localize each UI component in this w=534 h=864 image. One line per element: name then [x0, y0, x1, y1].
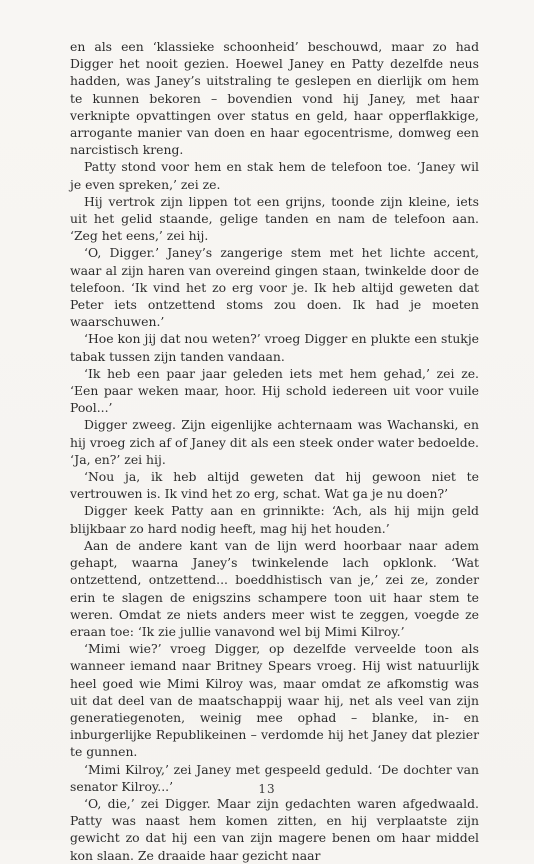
- paragraph: ‘O, die,’ zei Digger. Maar zijn gedachten waren afgedwaald. Patty was naast hem komen zitten, en hij verplaatste zijn gewicht zo dat hij een van zijn magere benen om haar middel kon slaan. Ze draaide haar gezicht naar: [70, 795, 479, 863]
- paragraph: Patty stond voor hem en stak hem de telefoon toe. ‘Janey wil je even spreken,’ zei ze.: [70, 159, 479, 192]
- paragraph: ‘Mimi Kilroy,’ zei Janey met gespeeld geduld. ‘De dochter van senator Kilroy...’: [70, 761, 479, 794]
- page-number: 13: [258, 782, 276, 796]
- paragraph: ‘Nou ja, ik heb altijd geweten dat hij gewoon niet te vertrouwen is. Ik vind het zo erg, schat. Wat ga je nu doen?’: [70, 469, 479, 502]
- paragraph: ‘O, Digger.’ Janey’s zangerige stem met het lichte accent, waar al zijn haren van overeind gingen staan, twinkelde door de telefoon. ‘Ik vind het zo erg voor je. Ik heb altijd geweten dat Peter iets ontzettend stoms zou doen. Ik had je moeten waarschuwen.’: [70, 245, 479, 330]
- paragraph: Digger zweeg. Zijn eigenlijke achternaam was Wachanski, en hij vroeg zich af of Janey dit als een steek onder water bedoelde. ‘Ja, en?’ zei hij.: [70, 417, 479, 467]
- paragraph: Digger keek Patty aan en grinnikte: ‘Ach, als hij mijn geld blijkbaar zo hard nodig heeft, mag hij het houden.’: [70, 503, 479, 536]
- paragraph: ‘Hoe kon jij dat nou weten?’ vroeg Digger en plukte een stukje tabak tussen zijn tanden vandaan.: [70, 331, 479, 364]
- paragraph: ‘Ik heb een paar jaar geleden iets met hem gehad,’ zei ze. ‘Een paar weken maar, hoor. Hij schold iedereen uit voor vuile Pool...’: [70, 365, 479, 416]
- paragraph: ‘Mimi wie?’ vroeg Digger, op dezelfde verveelde toon als wanneer iemand naar Britney Spears vroeg. Hij wist natuurlijk heel goed wie Mimi Kilroy was, maar omdat ze afkomstig was uit dat deel van de maatschappij waar hij, net als veel van zijn generatiegenoten, weinig mee ophad – blanke, in- en inburgerlijke Republikeinen – verdomde hij het Janey dat plezier te gunnen.: [70, 641, 479, 760]
- body-text: [70, 38, 479, 864]
- paragraph: Aan de andere kant van de lijn werd hoorbaar naar adem gehapt, waarna Janey’s twinkelende lach opklonk. ‘Wat ontzettend, ontzettend... boeddhistisch van je,’ zei ze, zonder erin te slagen de enigszins schampere toon uit haar stem te weren. Omdat ze niets anders meer wist te zeggen, voegde ze eraan toe: ‘Ik zie jullie vanavond wel bij Mimi Kilroy.’: [70, 537, 479, 639]
- paragraph: Hij vertrok zijn lippen tot een grijns, toonde zijn kleine, iets uit het gelid staande, gelige tanden en nam de telefoon aan. ‘Zeg het eens,’ zei hij.: [70, 193, 479, 244]
- paragraph: en als een ‘klassieke schoonheid’ beschouwd, maar zo had Digger het nooit gezien. Hoewel Janey en Patty dezelfde neus hadden, was Janey’s uitstraling te geslepen en dierlijk om hem te kunnen bekoren – bovendien vond hij Janey, met haar verknipte opvattingen over status en geld, haar opperflakkige, arrogante manier van doen en haar egocentrisme, domweg een narcistisch kreng.: [70, 39, 479, 158]
